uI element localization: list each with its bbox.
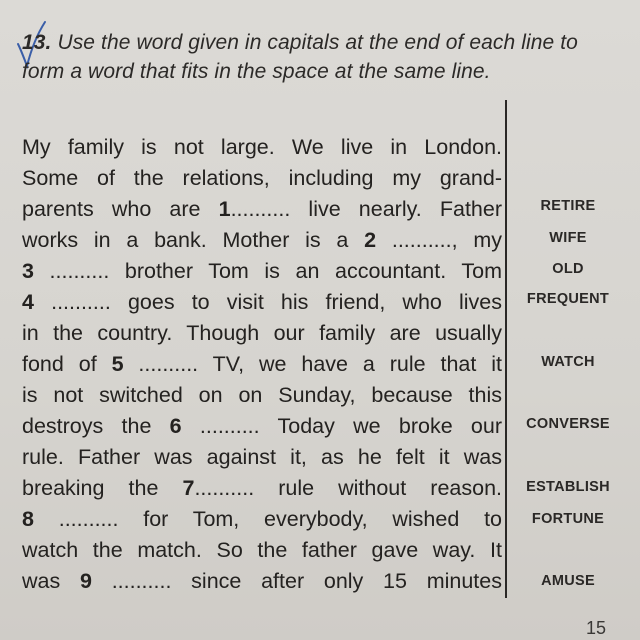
keyword: OLD — [552, 261, 584, 277]
keyword: WIFE — [549, 230, 587, 246]
text-line: rule. Father was against it, as he felt it was — [22, 445, 502, 469]
text-line: watch the match. So the father gave way. It — [22, 538, 502, 562]
gap-number: 8 — [22, 507, 34, 531]
keyword: FORTUNE — [531, 511, 605, 527]
keyword: CONVERSE — [526, 416, 610, 432]
text-line: parents who are 1.......... live nearly. Father — [22, 197, 502, 221]
text-line: 4 .......... goes to visit his friend, who lives — [22, 290, 502, 314]
text-line: fond of 5 .......... TV, we have a rule that it — [22, 352, 502, 376]
text-line: was 9 .......... since after only 15 minutes — [22, 569, 502, 593]
gap-number: 5 — [111, 352, 124, 376]
keyword: ESTABLISH — [526, 479, 610, 495]
gap-number: 7 — [182, 476, 195, 500]
gap-number: 9 — [79, 569, 92, 593]
page-number: 15 — [586, 618, 607, 638]
text-line: breaking the 7.......... rule without reason. — [22, 476, 503, 500]
gap-number: 1 — [218, 197, 231, 221]
gap-number: 2 — [364, 228, 377, 252]
text-line: in the country. Though our family are usually — [22, 321, 502, 345]
text-line: Some of the relations, including my grand- — [22, 166, 502, 190]
keyword: FREQUENT — [526, 291, 610, 307]
keyword: AMUSE — [541, 573, 595, 589]
exercise-instruction — [22, 28, 622, 86]
text-line: works in a bank. Mother is a 2 .........., my — [22, 228, 502, 252]
text-line: 8 .......... for Tom, everybody, wished to — [22, 507, 502, 531]
text-line: My family is not large. We live in London. — [22, 135, 502, 159]
text-line: is not switched on on Sunday, because this — [22, 383, 502, 407]
instruction-text: Use the word given in capitals at the end of each line to form a word that fits in the space at the same line. — [22, 31, 578, 83]
gap-number: 4 — [22, 290, 34, 314]
keyword: WATCH — [541, 354, 595, 370]
text-line: destroys the 6 .......... Today we broke our — [22, 414, 502, 438]
gap-number: 6 — [169, 414, 182, 438]
gap-number: 3 — [22, 259, 34, 283]
exercise-number: 13. — [22, 31, 52, 54]
keyword: RETIRE — [540, 198, 596, 214]
text-line: 3 .......... brother Tom is an accountant. Tom — [22, 259, 502, 283]
